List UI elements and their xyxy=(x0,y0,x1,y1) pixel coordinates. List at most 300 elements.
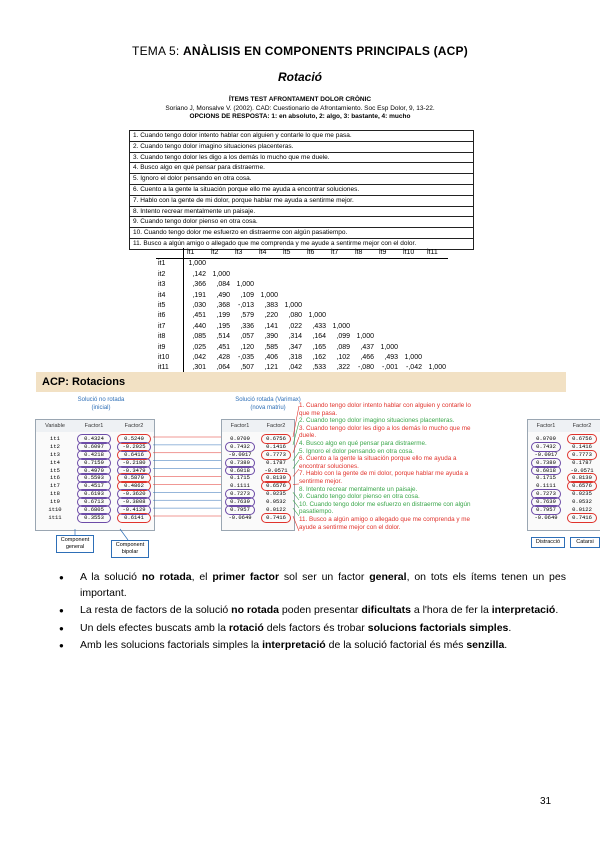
corr-cell xyxy=(400,343,424,353)
corr-cell xyxy=(400,301,424,311)
bullet-text: senzilla xyxy=(466,639,505,651)
legend-item: 11. Busco a algún amigo o allegado que me comprenda y me ayude a sentirme mejor con el dolor. xyxy=(299,515,471,531)
factor1-value: 0.6097 xyxy=(84,442,104,450)
corr-cell: ,451 xyxy=(216,343,230,351)
col-factor1: Factor1 xyxy=(536,423,556,429)
factor2-value: 0.7773 xyxy=(266,450,286,458)
factor2-value: -0.4129 xyxy=(122,506,146,514)
corr-cell xyxy=(424,322,448,332)
corr-cell xyxy=(424,353,448,363)
corr-cell: ,301 xyxy=(184,363,209,374)
corr-cell xyxy=(424,259,448,270)
corr-cell xyxy=(352,301,376,311)
corr-row-label: it9 xyxy=(156,343,184,353)
corr-cell xyxy=(328,280,352,290)
corr-cell xyxy=(328,270,352,280)
corr-cell xyxy=(400,270,424,280)
factor1-cell xyxy=(528,474,564,482)
factor2-value: 0.1787 xyxy=(266,458,286,466)
factor1-value: 0.7273 xyxy=(230,490,250,498)
legend-item: 7. Hablo con la gente de mi dolor, porque hablar me ayuda a sentirme mejor. xyxy=(299,470,469,485)
bullet-text: Un dels efectes buscats amb la xyxy=(80,621,229,634)
corr-cell: ,042 xyxy=(192,354,206,362)
corr-cell: ,451 xyxy=(192,312,206,320)
legend-item: 2. Cuando tengo dolor imagino situaciones placenteras. xyxy=(299,417,455,425)
item-row: 11. Busco a algún amigo o allegado que me comprenda y me ayude a sentirme mejor con el dolor. xyxy=(130,239,473,250)
corr-cell xyxy=(256,280,280,290)
variable-cell: it7 xyxy=(50,482,60,490)
corr-cell: ,579 xyxy=(240,312,254,320)
corr-cell: ,322 xyxy=(328,363,352,374)
legend-item: 9. Cuando tengo dolor pienso en otra cosa. xyxy=(299,493,420,501)
corr-cell xyxy=(304,291,328,301)
corr-cell: ,383 xyxy=(264,302,278,310)
factor1-value: -0.0017 xyxy=(534,450,558,458)
corr-cell: 1,000 xyxy=(284,302,302,310)
corr-row-label: it2 xyxy=(156,270,184,280)
topic-title: ANÀLISIS EN COMPONENTS PRINCIPALS (ACP) xyxy=(183,44,468,58)
factor1-value: 0.3553 xyxy=(84,513,104,521)
corr-cell: -,080 xyxy=(352,363,376,374)
legend-item: 4. Busco algo en qué pensar para distraerme. xyxy=(299,439,427,447)
bullet-text: , el xyxy=(191,571,213,583)
corr-row-label: it6 xyxy=(156,311,184,321)
summary-header xyxy=(528,420,600,432)
corr-cell: ,030 xyxy=(192,302,206,310)
factor2-value: 0.0532 xyxy=(572,498,592,506)
items-test-options: OPCIONS DE RESPOSTA: 1: en absoluto, 2: algo, 3: bastante, 4: mucho xyxy=(189,113,411,120)
factor2-cell xyxy=(564,459,600,467)
factor1-value: 0.7159 xyxy=(84,458,104,466)
corr-cell: ,121 xyxy=(256,363,280,374)
corr-row xyxy=(156,322,448,332)
corr-cell: 1,000 xyxy=(308,312,326,320)
item-row: 5. Ignoro el dolor pensando en otra cosa. xyxy=(130,174,473,185)
corr-cell xyxy=(328,311,352,321)
bullet-text: primer factor xyxy=(212,571,280,583)
unrotated-caption xyxy=(56,397,146,412)
factor2-value: 0.6416 xyxy=(124,450,144,458)
corr-cell xyxy=(328,259,352,270)
factor2-value: 0.7773 xyxy=(572,450,592,458)
variable-cell: it10 xyxy=(48,506,62,514)
factor1-cell xyxy=(528,443,564,451)
factor2-cell xyxy=(258,459,294,467)
factor2-value: 0.7416 xyxy=(572,513,592,521)
corr-cell: ,142 xyxy=(192,270,206,278)
factor2-cell xyxy=(564,451,600,459)
variable-cell: it8 xyxy=(50,490,60,498)
items-test-title: ÍTEMS TEST AFRONTAMENT DOLOR CRÒNIC xyxy=(228,96,372,103)
factor2-value: -0.2180 xyxy=(122,458,146,466)
unrotated-header xyxy=(36,420,154,432)
bullet-text: no rotada xyxy=(141,571,192,583)
corr-cell xyxy=(376,280,400,290)
item-row: 8. Intento recrear mentalmente un paisaje. xyxy=(130,207,473,218)
factor1-cell xyxy=(528,514,564,522)
corr-row xyxy=(156,301,448,311)
factor2-value: 0.0235 xyxy=(572,490,592,498)
corr-row xyxy=(156,343,448,353)
component-bipolar-label: Component bipolar xyxy=(111,540,149,558)
factor1-value: 0.6018 xyxy=(230,466,250,474)
factor2-cell xyxy=(258,498,294,506)
factor2-cell xyxy=(564,490,600,498)
factor2-value: 0.1416 xyxy=(572,442,592,450)
factor1-value: 0.7639 xyxy=(230,498,250,506)
corr-col-header: it5 xyxy=(280,248,304,259)
corr-cell: ,437 xyxy=(360,343,374,351)
corr-cell: ,406 xyxy=(264,354,278,362)
bullet-list xyxy=(56,570,566,656)
corr-cell: 1,000 xyxy=(236,281,254,289)
rotated-row xyxy=(222,514,294,522)
corner-cell xyxy=(156,248,184,259)
corr-cell xyxy=(352,270,376,280)
factor1-value: 0.4324 xyxy=(84,435,104,442)
bullet-text: interpretació xyxy=(491,604,556,616)
factor2-cell xyxy=(114,514,154,522)
factor2-value: 0.6756 xyxy=(572,435,592,442)
corr-cell xyxy=(376,322,400,332)
factor1-value: 0.7380 xyxy=(536,458,556,466)
page-number: 31 xyxy=(540,796,552,807)
corr-cell xyxy=(376,311,400,321)
bullet-item xyxy=(56,603,566,619)
legend-item: 10. Cuando tengo dolor me esfuerzo en distraerme con algún pasatiempo. xyxy=(299,500,471,516)
corr-cell xyxy=(400,311,424,321)
rotated-caption-line1: Solució rotada (Varimax) xyxy=(235,397,301,403)
corr-cell: ,466 xyxy=(360,354,374,362)
corr-row-label: it10 xyxy=(156,353,184,363)
bullet-item xyxy=(56,638,566,654)
corr-row-label: it5 xyxy=(156,301,184,311)
bullet-text: rotació xyxy=(228,621,264,634)
factor2-value: 0.0122 xyxy=(572,506,592,514)
corr-row xyxy=(156,291,448,301)
factor2-value: -0.3808 xyxy=(122,498,146,506)
corr-cell: ,440 xyxy=(192,322,206,330)
factor2-value: 0.4862 xyxy=(124,482,144,490)
corr-cell xyxy=(280,270,304,280)
corr-cell: ,191 xyxy=(192,291,206,299)
corr-cell: ,318 xyxy=(288,354,302,362)
variable-cell: it9 xyxy=(50,498,60,506)
factor2-cell xyxy=(258,490,294,498)
bullet-text: dificultats xyxy=(361,604,411,616)
corr-cell: ,102 xyxy=(336,354,350,362)
corr-row-label: it3 xyxy=(156,280,184,290)
factor2-cell xyxy=(258,482,294,490)
factor1-value: 0.7432 xyxy=(536,442,556,450)
bullet-item xyxy=(56,621,566,637)
legend-item: 1. Cuando tengo dolor intento hablar con alguien y contarle lo que me pasa. xyxy=(299,402,471,417)
corr-cell: ,085 xyxy=(192,333,206,341)
factor2-value: 0.6576 xyxy=(266,482,286,490)
section-subtitle: Rotació xyxy=(277,70,322,84)
corr-cell: ,199 xyxy=(216,312,230,320)
factor1-cell xyxy=(528,467,564,475)
highlight-oval xyxy=(567,513,597,523)
legend-item: 3. Cuando tengo dolor les digo a los demás lo mucho que me duele. xyxy=(299,424,471,440)
corr-cell xyxy=(424,311,448,321)
corr-cell xyxy=(400,332,424,342)
corr-cell: 1,000 xyxy=(380,343,398,351)
factor2-cell xyxy=(564,514,600,522)
corr-cell: ,368 xyxy=(216,302,230,310)
corr-cell xyxy=(424,270,448,280)
factor1-value: -0.0017 xyxy=(228,450,252,458)
corr-row-label: it4 xyxy=(156,291,184,301)
factor1-value: 0.6805 xyxy=(84,506,104,514)
topic-prefix: TEMA 5: xyxy=(132,44,183,58)
corr-cell xyxy=(352,291,376,301)
corr-cell xyxy=(232,270,256,280)
corr-row xyxy=(156,280,448,290)
bullet-text: dels factors és trobar xyxy=(263,621,368,634)
corr-cell: ,347 xyxy=(288,343,302,351)
corr-col-header: it2 xyxy=(208,248,232,259)
corr-row xyxy=(156,353,448,363)
corr-cell xyxy=(400,291,424,301)
item-row: 2. Cuando tengo dolor imagino situaciones placenteras. xyxy=(130,142,473,153)
corr-cell: 1,000 xyxy=(260,291,278,299)
corr-cell: ,195 xyxy=(216,322,230,330)
factor2-value: 0.6756 xyxy=(266,435,286,442)
factor2-cell xyxy=(564,498,600,506)
bullet-text: sol ser un factor xyxy=(279,571,370,583)
factor1-value: -0.0649 xyxy=(534,513,558,521)
corr-col-header: it8 xyxy=(352,248,376,259)
corr-cell xyxy=(352,311,376,321)
item-row: 1. Cuando tengo dolor intento hablar con alguien y contarle lo que me pasa. xyxy=(130,131,473,142)
bullet-text: no rotada xyxy=(231,604,280,616)
corr-cell xyxy=(424,291,448,301)
corr-col-header: it7 xyxy=(328,248,352,259)
factor1-cell xyxy=(222,443,258,451)
factor1-value: 0.7380 xyxy=(230,458,250,466)
corr-col-header: it1 xyxy=(184,248,209,259)
factor1-value: 0.7432 xyxy=(230,442,250,450)
factor1-value: 0.7639 xyxy=(536,498,556,506)
bullet-item xyxy=(56,570,566,601)
col-factor2: Factor2 xyxy=(124,423,144,429)
corr-row xyxy=(156,259,448,270)
component-general-label: Component general xyxy=(56,535,94,553)
factor2-value: -0.0571 xyxy=(264,466,288,474)
corr-cell xyxy=(424,332,448,342)
factor1-cell xyxy=(222,467,258,475)
item-row: 3. Cuando tengo dolor les digo a los demás lo mucho que me duele. xyxy=(130,153,473,164)
factor2-value: 0.6141 xyxy=(124,513,144,521)
corr-cell: ,080 xyxy=(288,312,302,320)
bullet-text: , on tots els ítems tenen un pes important. xyxy=(80,571,566,599)
corr-cell xyxy=(304,301,328,311)
corr-cell: ,533 xyxy=(304,363,328,374)
corr-cell xyxy=(352,280,376,290)
corr-cell: ,507 xyxy=(232,363,256,374)
corr-cell: ,366 xyxy=(192,281,206,289)
factor2-value: -0.3479 xyxy=(122,466,146,474)
factor2-value: 0.0235 xyxy=(266,490,286,498)
page-title xyxy=(0,44,600,58)
corr-row-label: it8 xyxy=(156,332,184,342)
factor1-cell xyxy=(222,514,258,522)
variable-cell: it1 xyxy=(50,435,60,442)
factor1-value: 0.6018 xyxy=(536,466,556,474)
variable-cell: it3 xyxy=(50,450,60,458)
factor1-value: 0.7273 xyxy=(536,490,556,498)
bullet-text: a l'hora de fer la xyxy=(410,604,492,616)
corr-cell xyxy=(256,270,280,280)
bullet-text: interpretació xyxy=(262,639,326,651)
rotated-header xyxy=(222,420,294,432)
factor2-value: -0.0571 xyxy=(570,466,594,474)
corr-cell: ,585 xyxy=(264,343,278,351)
item-row: 4. Busco algo en qué pensar para distraerme. xyxy=(130,163,473,174)
highlight-oval xyxy=(117,513,151,523)
corr-cell: -,042 xyxy=(400,363,424,374)
rotated-caption-line2: (nova matriu) xyxy=(250,404,286,411)
col-factor1: Factor1 xyxy=(230,423,250,429)
corr-row xyxy=(156,332,448,342)
factor2-value: -0.3620 xyxy=(122,490,146,498)
bullet-text: solucions factorials simples xyxy=(367,621,509,634)
corr-cell: ,084 xyxy=(216,281,230,289)
corr-cell: ,433 xyxy=(312,322,326,330)
bullet-text: general xyxy=(369,571,407,583)
factor2-cell xyxy=(564,482,600,490)
corr-cell: ,089 xyxy=(336,343,350,351)
col-variable: Variable xyxy=(45,423,65,429)
bullet-text: La resta de factors de la solució xyxy=(80,604,232,616)
corr-cell xyxy=(424,343,448,353)
items-legend xyxy=(299,402,475,531)
unrotated-loadings-table xyxy=(35,419,155,531)
legend-item: 5. Ignoro el dolor pensando en otra cosa. xyxy=(299,447,414,455)
corr-cell: ,120 xyxy=(240,343,254,351)
factor2-value: 0.1416 xyxy=(266,442,286,450)
corr-cell xyxy=(280,291,304,301)
corr-cell: 1,000 xyxy=(356,333,374,341)
bullet-text: . xyxy=(555,604,559,616)
bullet-text: poden presentar xyxy=(279,604,362,616)
unrotated-caption-line2: (inicial) xyxy=(91,404,111,411)
factor1-value: 0.1111 xyxy=(536,482,556,490)
factor1-value: 0.6193 xyxy=(84,490,104,498)
legend-item: 6. Cuento a la gente la situación porque ello me ayuda a encontrar soluciones. xyxy=(299,455,457,470)
corr-cell xyxy=(376,291,400,301)
corr-cell: ,162 xyxy=(312,354,326,362)
factor2-cell xyxy=(258,435,294,443)
corr-row-label: it1 xyxy=(156,259,184,270)
legend-item: 8. Intento recrear mentalmente un paisaje. xyxy=(299,485,418,493)
corr-row xyxy=(156,311,448,321)
corr-cell: ,022 xyxy=(288,322,302,330)
unrotated-caption-line1: Solució no rotada xyxy=(77,397,125,403)
variable-cell: it6 xyxy=(50,474,60,482)
factor1-value: 0.0709 xyxy=(536,435,556,442)
items-test-header xyxy=(130,96,470,122)
correlation-matrix xyxy=(156,248,448,375)
factor1-value: 0.4218 xyxy=(84,450,104,458)
corr-cell xyxy=(280,259,304,270)
distraccio-label: Distracció xyxy=(531,537,565,548)
factor1-value: 0.6713 xyxy=(84,498,104,506)
item-row: 9. Cuando tengo dolor pienso en otra cosa. xyxy=(130,217,473,228)
factor2-value: 0.7416 xyxy=(266,513,286,521)
highlight-oval xyxy=(77,513,111,523)
variable-cell: it2 xyxy=(50,442,60,450)
factor2-value: 0.1787 xyxy=(572,458,592,466)
corr-cell: ,109 xyxy=(240,291,254,299)
highlight-oval xyxy=(261,513,291,523)
bullet-text: de la solució factorial és més xyxy=(325,639,467,651)
corr-cell xyxy=(304,270,328,280)
catarsi-label: Catarsi xyxy=(570,537,600,548)
corr-cell: ,025 xyxy=(192,343,206,351)
summary-row xyxy=(528,514,600,522)
items-test-citation: Soriano J, Monsalve V. (2002). CAD: Cuestionario de Afrontamiento. Soc Esp Dolor, 9, 13-22. xyxy=(165,104,435,112)
bullet-text: . xyxy=(504,639,508,651)
corr-cell: ,428 xyxy=(216,354,230,362)
corr-cell xyxy=(400,280,424,290)
corr-row-label: it11 xyxy=(156,363,184,374)
factor1-value: 0.4970 xyxy=(84,466,104,474)
item-row: 10. Cuando tengo dolor me esfuerzo en distraerme con algún pasatiempo. xyxy=(130,228,473,239)
corr-cell xyxy=(424,301,448,311)
factor1-value: 0.4517 xyxy=(84,482,104,490)
corr-cell: ,165 xyxy=(312,343,326,351)
corr-cell: ,164 xyxy=(312,333,326,341)
corr-cell: ,220 xyxy=(264,312,278,320)
bullet-text: . xyxy=(508,621,512,634)
corr-cell: ,141 xyxy=(264,322,278,330)
summary-loadings-table xyxy=(527,419,600,531)
corr-cell xyxy=(376,301,400,311)
corr-cell: 1,000 xyxy=(424,363,448,374)
factor2-value: 0.5870 xyxy=(124,474,144,482)
variable-cell: it11 xyxy=(48,513,62,521)
factor2-value: 0.0532 xyxy=(266,498,286,506)
corr-cell xyxy=(352,259,376,270)
corr-cell: ,493 xyxy=(384,354,398,362)
factor1-value: -0.0649 xyxy=(228,513,252,521)
item-row: 6. Cuento a la gente la situación porque ello me ayuda a encontrar soluciones. xyxy=(130,185,473,196)
corr-cell: 1,000 xyxy=(404,354,422,362)
factor1-value: 0.7957 xyxy=(230,506,250,514)
factor1-value: 0.1715 xyxy=(230,474,250,482)
corr-cell: 1,000 xyxy=(212,270,230,278)
factor2-value: 0.0122 xyxy=(266,506,286,514)
factor2-value: -0.2925 xyxy=(122,442,146,450)
corr-cell: ,042 xyxy=(280,363,304,374)
factor2-value: 0.8130 xyxy=(266,474,286,482)
corr-cell xyxy=(304,259,328,270)
corr-col-header: it4 xyxy=(256,248,280,259)
rotated-loadings-table xyxy=(221,419,295,531)
corr-cell: 1,000 xyxy=(188,260,206,268)
corr-col-header: it9 xyxy=(376,248,400,259)
corr-col-header: it3 xyxy=(232,248,256,259)
factor2-value: 0.5240 xyxy=(124,435,144,442)
corr-cell xyxy=(256,259,280,270)
corr-cell: 1,000 xyxy=(332,322,350,330)
corr-col-header: it10 xyxy=(400,248,424,259)
factor1-cell xyxy=(528,506,564,514)
corr-cell xyxy=(400,322,424,332)
corr-col-header: it11 xyxy=(424,248,448,259)
